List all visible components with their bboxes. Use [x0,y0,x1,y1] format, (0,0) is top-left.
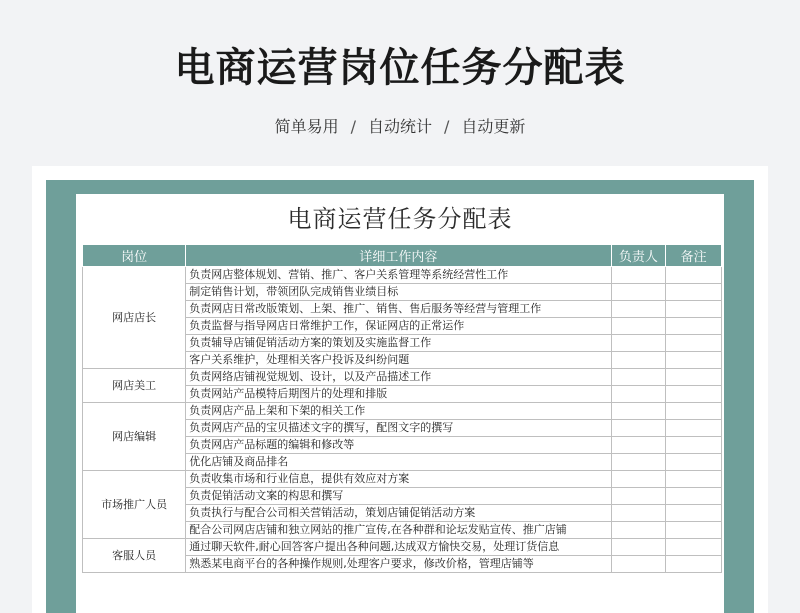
notes-cell[interactable] [666,403,722,420]
table-body [83,267,722,573]
table-row [83,267,722,284]
owner-cell[interactable] [611,454,666,471]
subtitle-separator: / [444,117,450,136]
notes-cell[interactable] [666,318,722,335]
owner-cell[interactable] [611,352,666,369]
task-table [82,244,722,573]
notes-cell[interactable] [666,471,722,488]
owner-cell[interactable] [611,522,666,539]
owner-cell[interactable] [611,437,666,454]
notes-cell[interactable] [666,301,722,318]
task-cell: 负责网店整体规划、营销、推广、客户关系管理等系统经营性工作 [186,267,611,284]
task-cell: 负责收集市场和行业信息，提供有效应对方案 [186,471,611,488]
task-cell: 负责监督与指导网店日常维护工作，保证网店的正常运作 [186,318,611,335]
task-cell: 负责促销活动文案的构思和撰写 [186,488,611,505]
owner-cell[interactable] [611,539,666,556]
notes-cell[interactable] [666,352,722,369]
owner-cell[interactable] [611,420,666,437]
task-cell: 负责网站产品模特后期图片的处理和排版 [186,386,611,403]
table-row [83,539,722,556]
notes-cell[interactable] [666,539,722,556]
subtitle-item-update: 自动更新 [461,117,526,136]
column-header-owner: 负责人 [611,245,666,267]
task-cell: 通过聊天软件,耐心回答客户提出各种问题,达成双方愉快交易，处理订货信息 [186,539,611,556]
notes-cell[interactable] [666,420,722,437]
task-cell: 负责网店产品上架和下架的相关工作 [186,403,611,420]
notes-cell[interactable] [666,454,722,471]
table-row [83,471,722,488]
owner-cell[interactable] [611,301,666,318]
owner-cell[interactable] [611,284,666,301]
sheet-title: 电商运营任务分配表 [287,205,513,233]
owner-cell[interactable] [611,335,666,352]
task-cell: 负责辅导店铺促销活动方案的策划及实施监督工作 [186,335,611,352]
task-cell: 熟悉某电商平台的各种操作规则,处理客户要求，修改价格，管理店铺等 [186,556,611,573]
sheet-frame [46,180,754,613]
owner-cell[interactable] [611,403,666,420]
owner-cell[interactable] [611,369,666,386]
notes-cell[interactable] [666,335,722,352]
table-header-row [83,245,722,267]
preview-card [32,166,768,613]
task-cell: 负责网店日常改版策划、上架、推广、销售、售后服务等经营与管理工作 [186,301,611,318]
notes-cell[interactable] [666,369,722,386]
column-header-detail: 详细工作内容 [186,245,611,267]
column-header-notes: 备注 [666,245,722,267]
page-title: 电商运营岗位任务分配表 [174,45,626,91]
task-cell: 优化店铺及商品排名 [186,454,611,471]
subtitle-separator: / [350,117,356,136]
subtitle-item-stats: 自动统计 [367,117,432,136]
subtitle-item-easy: 简单易用 [274,117,339,136]
position-cell: 网店编辑 [83,403,186,471]
notes-cell[interactable] [666,437,722,454]
task-cell: 负责网络店铺视觉规划、设计，以及产品描述工作 [186,369,611,386]
owner-cell[interactable] [611,386,666,403]
owner-cell[interactable] [611,267,666,284]
spreadsheet [76,194,724,613]
column-header-position: 岗位 [83,245,186,267]
notes-cell[interactable] [666,386,722,403]
subtitle [0,114,800,137]
owner-cell[interactable] [611,471,666,488]
task-cell: 配合公司网店店铺和独立网站的推广宣传,在各种群和论坛发贴宣传、推广店铺 [186,522,611,539]
notes-cell[interactable] [666,267,722,284]
notes-cell[interactable] [666,556,722,573]
table-row [83,403,722,420]
task-cell: 负责执行与配合公司相关营销活动，策划店铺促销活动方案 [186,505,611,522]
task-cell: 制定销售计划，带领团队完成销售业绩目标 [186,284,611,301]
table-row [83,369,722,386]
position-cell: 网店店长 [83,267,186,369]
task-cell: 负责网店产品标题的编辑和修改等 [186,437,611,454]
notes-cell[interactable] [666,284,722,301]
notes-cell[interactable] [666,488,722,505]
task-cell: 客户关系维护，处理相关客户投诉及纠纷问题 [186,352,611,369]
position-cell: 市场推广人员 [83,471,186,539]
notes-cell[interactable] [666,522,722,539]
owner-cell[interactable] [611,488,666,505]
position-cell: 网店美工 [83,369,186,403]
owner-cell[interactable] [611,318,666,335]
owner-cell[interactable] [611,505,666,522]
task-cell: 负责网店产品的宝贝描述文字的撰写，配图文字的撰写 [186,420,611,437]
owner-cell[interactable] [611,556,666,573]
position-cell: 客服人员 [83,539,186,573]
notes-cell[interactable] [666,505,722,522]
